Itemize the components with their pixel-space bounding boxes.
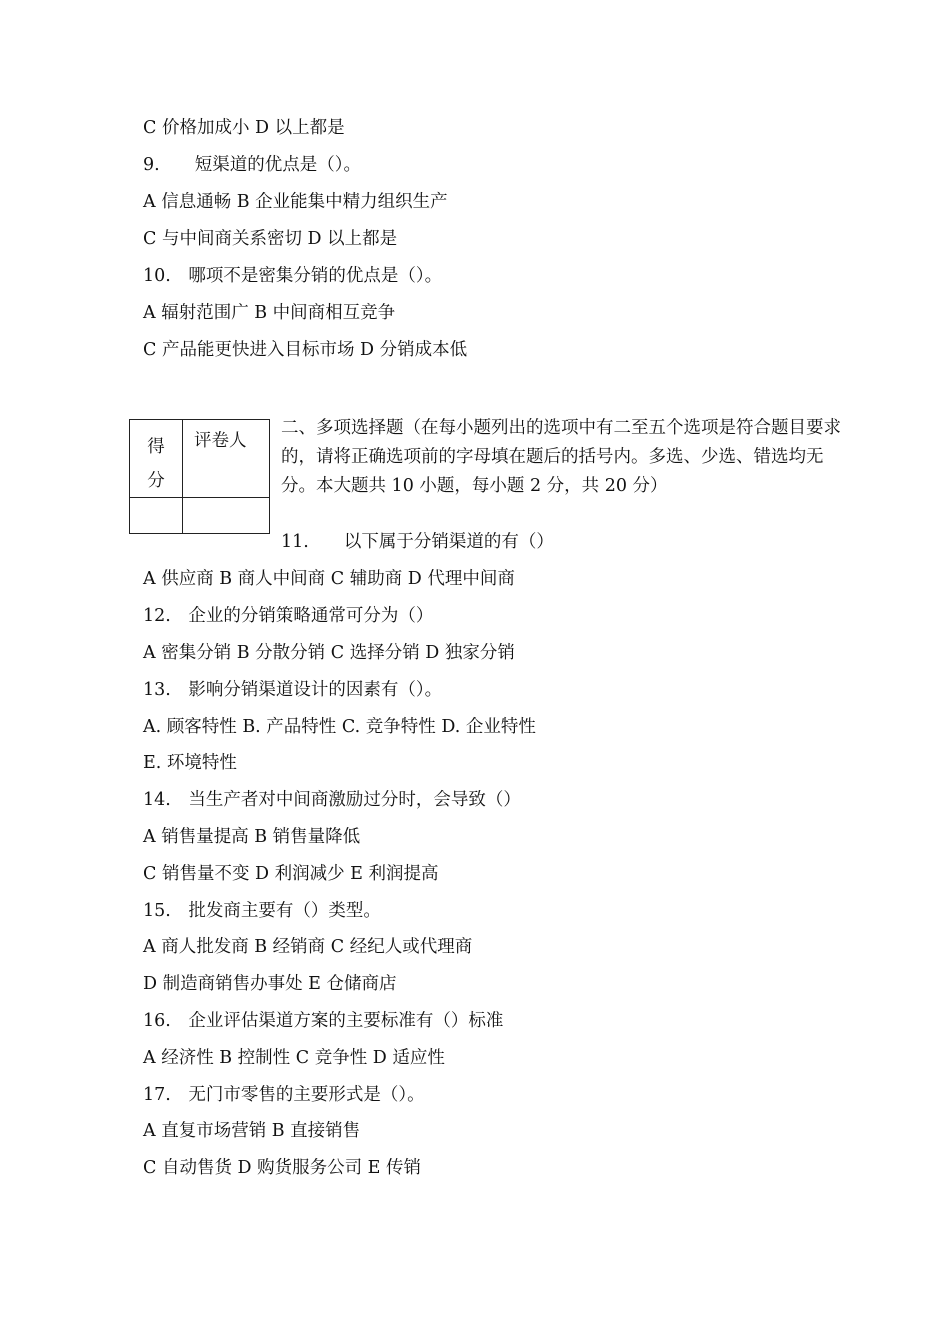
option-line: A. 顾客特性 B. 产品特性 C. 竞争特性 D. 企业特性 <box>143 717 536 737</box>
option-line: C 销售量不变 D 利润减少 E 利润提高 <box>143 864 439 884</box>
section-heading: 二、多项选择题（在每小题列出的选项中有二至五个选项是符合题目要求的，请将正确选项前的字母填在题后的括号内。多选、少选、错选均无分。本大题共 10 小题，每小题 2 分，共 20 分） <box>281 418 841 496</box>
question-12: 12. 企业的分销策略通常可分为（） <box>143 606 434 626</box>
option-line: C 自动售货 D 购货服务公司 E 传销 <box>143 1158 422 1178</box>
option-line: A 直复市场营销 B 直接销售 <box>143 1121 361 1141</box>
question-9: 9. 短渠道的优点是（）。 <box>143 155 361 175</box>
question-13: 13. 影响分销渠道设计的因素有（）。 <box>143 680 443 700</box>
option-line: A 密集分销 B 分散分销 C 选择分销 D 独家分销 <box>143 643 515 663</box>
option-line: A 辐射范围广 B 中间商相互竞争 <box>143 303 396 323</box>
table-divider <box>182 420 183 533</box>
grader-label: 评卷人 <box>194 431 247 451</box>
option-line: A 商人批发商 B 经销商 C 经纪人或代理商 <box>143 937 473 957</box>
question-14: 14. 当生产者对中间商激励过分时，会导致（） <box>143 790 521 810</box>
score-table <box>129 419 270 534</box>
option-line: C 与中间商关系密切 D 以上都是 <box>143 229 398 249</box>
option-line: A 供应商 B 商人中间商 C 辅助商 D 代理中间商 <box>143 569 515 589</box>
question-11: 11. 以下属于分销渠道的有（） <box>281 532 554 552</box>
option-line: A 信息通畅 B 企业能集中精力组织生产 <box>143 192 448 212</box>
option-line: A 经济性 B 控制性 C 竞争性 D 适应性 <box>143 1048 445 1068</box>
question-17: 17. 无门市零售的主要形式是（）。 <box>143 1085 425 1105</box>
question-10: 10. 哪项不是密集分销的优点是（）。 <box>143 266 443 286</box>
option-line: E. 环境特性 <box>143 753 237 773</box>
option-line: A 销售量提高 B 销售量降低 <box>143 827 361 847</box>
question-15: 15. 批发商主要有（）类型。 <box>143 901 381 921</box>
option-line: C 价格加成小 D 以上都是 <box>143 118 345 138</box>
score-label: 得分 <box>147 437 165 491</box>
option-line: C 产品能更快进入目标市场 D 分销成本低 <box>143 340 468 360</box>
question-16: 16. 企业评估渠道方案的主要标准有（）标准 <box>143 1011 504 1031</box>
option-line: D 制造商销售办事处 E 仓储商店 <box>143 974 397 994</box>
